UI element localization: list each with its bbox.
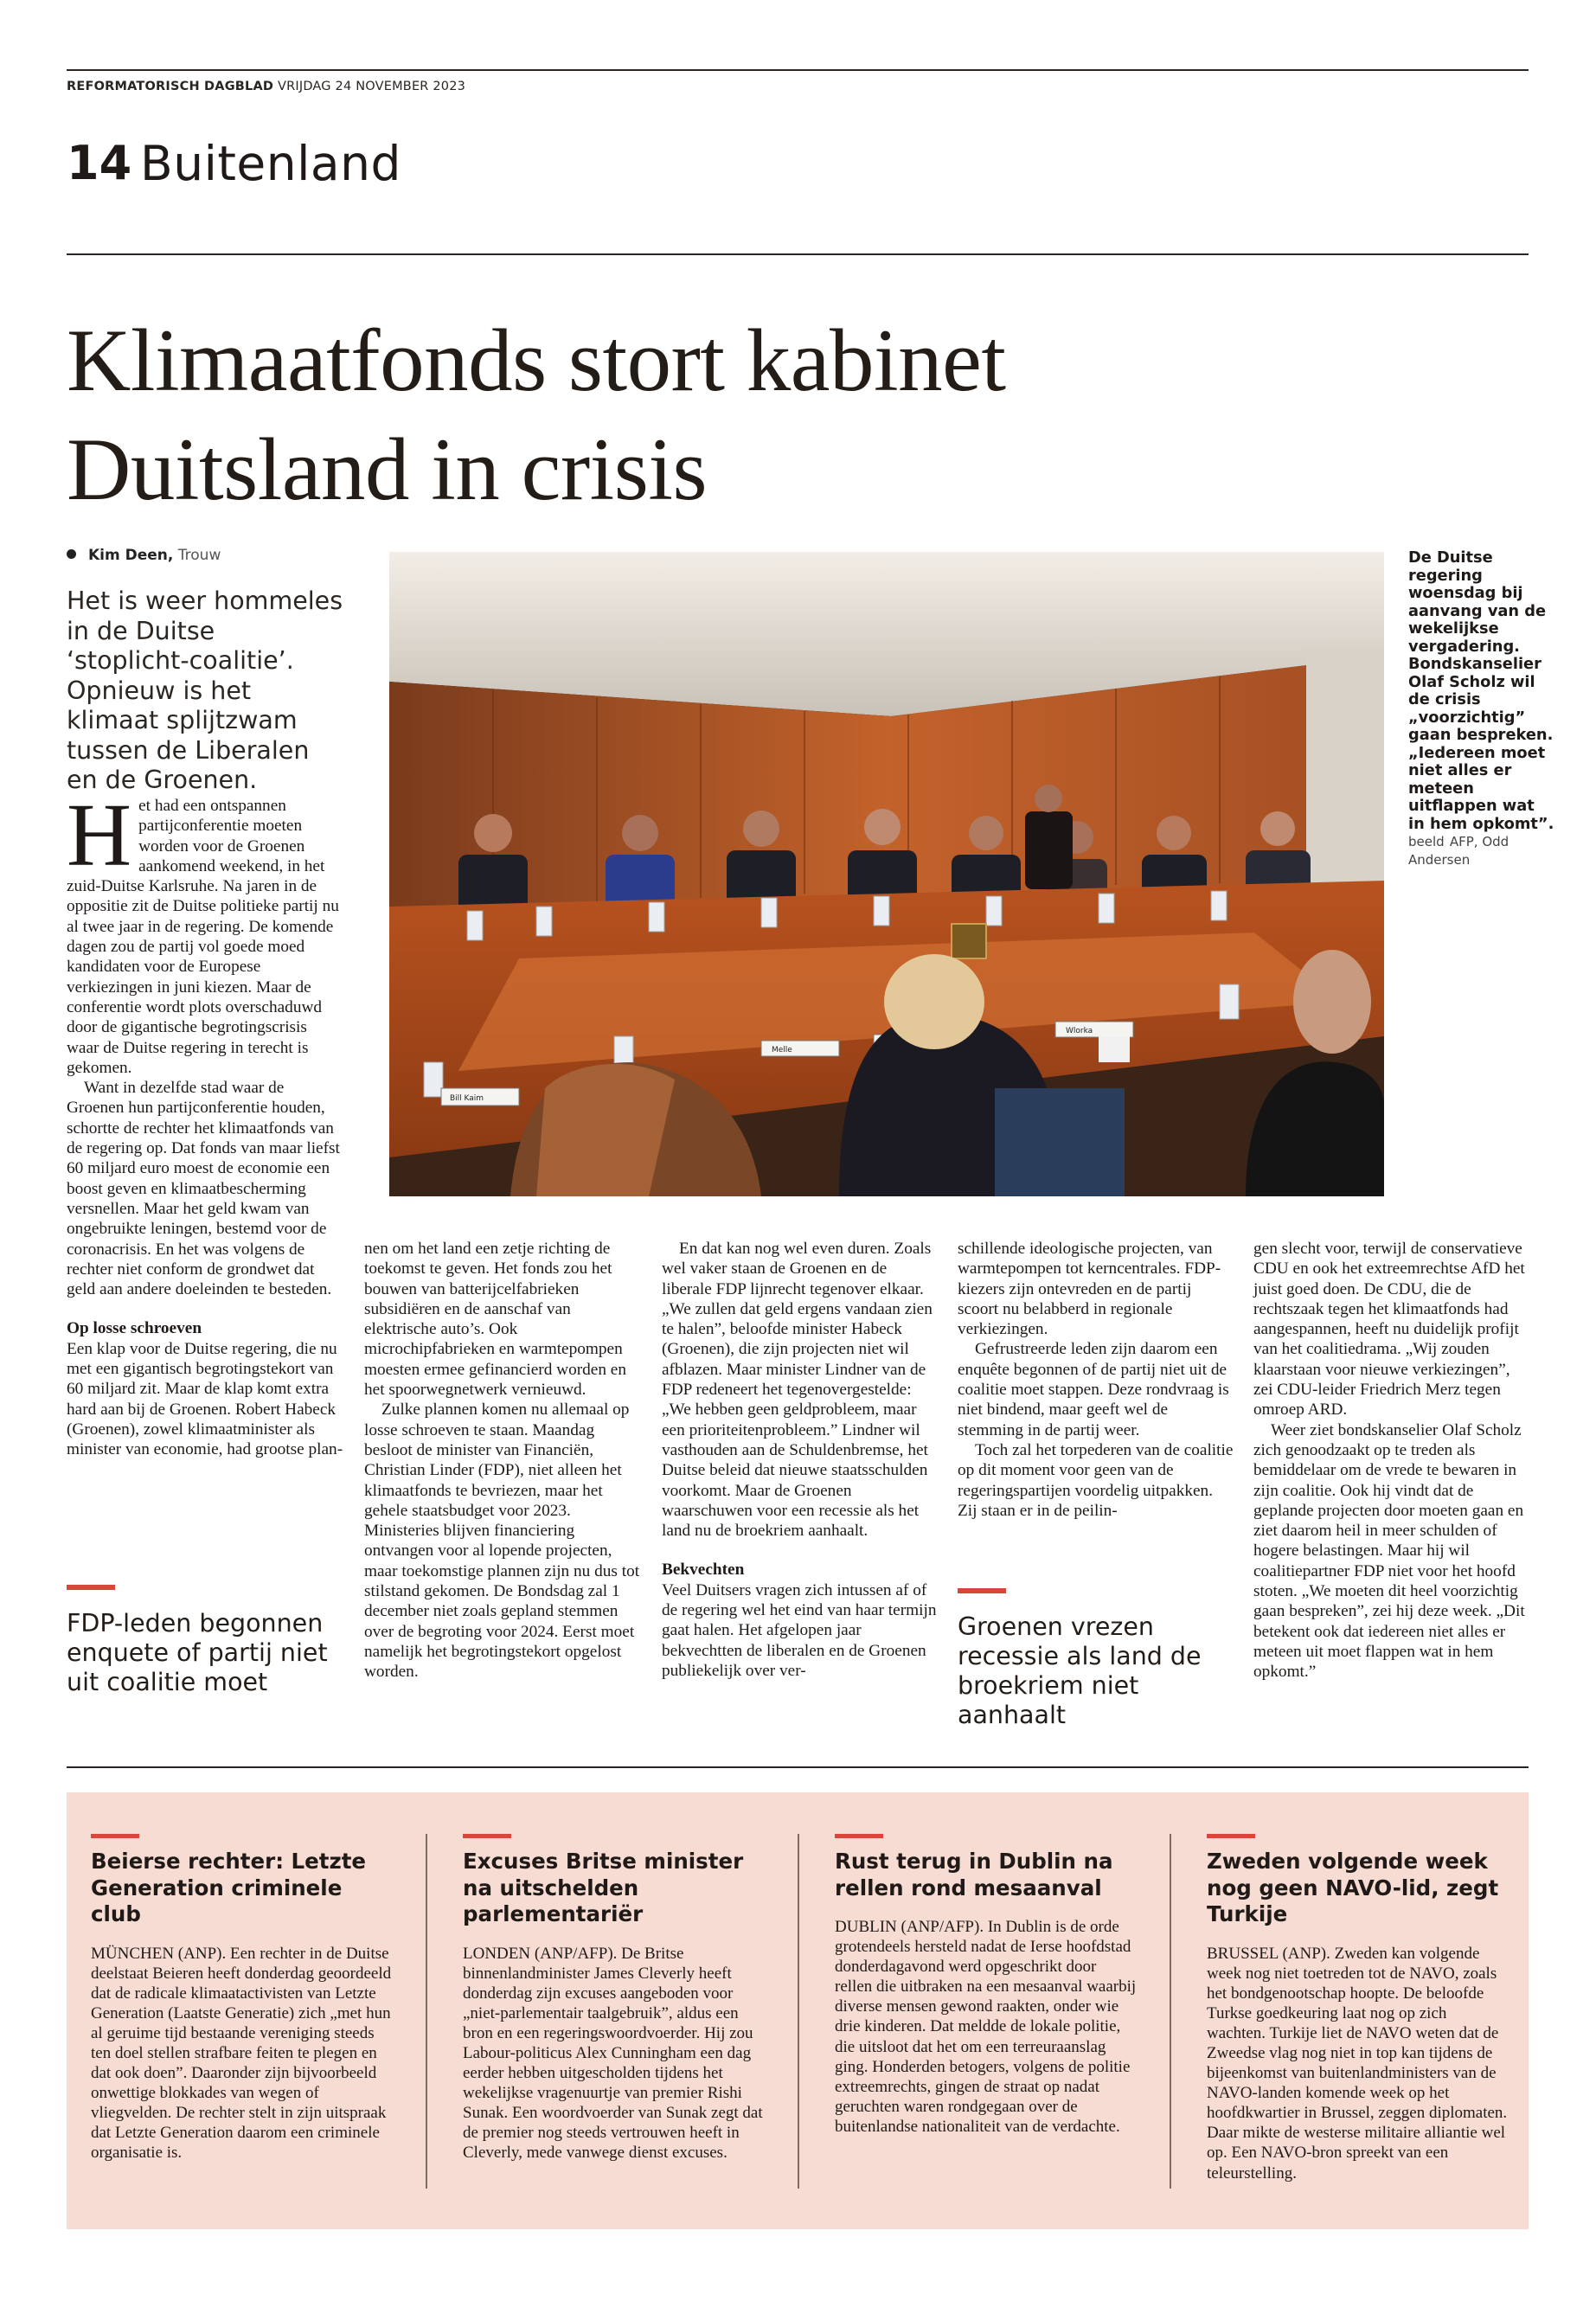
article-column-1: [67, 785, 343, 1460]
headline-line-2: Duitsland in crisis: [67, 420, 708, 519]
brief-title: Beierse rechter: Letzte Generation criminele club: [91, 1849, 367, 1926]
placard-1: Bill Kaim: [450, 1094, 484, 1103]
article-paragraph: Want in dezelfde stad waar de Groenen hun partijconferentie houden, schortte de rechter het klimaatfonds van de regering op. Dat fonds van maar liefst 60 miljard euro moest de economie een boost geven en klimaatbescherming versnellen. Maar het geld kwam van ongebruikte leningen, bestemd voor de coronacrisis. En het was volgens de rechter niet conform de grondwet dat geld aan andere doeleinden te besteden.: [67, 1079, 340, 1299]
cabinet-meeting-illustration: [389, 552, 1384, 1196]
drop-cap: H: [67, 785, 132, 885]
pull-quote-fdp: FDP-leden begonnen enquete of partij niet uit coalitie moet: [67, 1609, 328, 1696]
article-paragraph: gen slecht voor, terwijl de conservatieve CDU en ook het extreemrechtse AfD het juist goed doen. De CDU, die de rechtszaak tegen het klimaatfonds had aangespannen, heeft nu duidelijk profijt van het coalitiedrama. „Wij zouden klaarstaan voor nieuwe verkiezingen”, zei CDU-leider Friedrich Merz tegen omroep ARD.: [1253, 1240, 1525, 1420]
brief-accent-bar: [1207, 1834, 1255, 1838]
news-brief: [463, 1834, 766, 2163]
brief-accent-bar: [835, 1834, 883, 1838]
article-column-2: [364, 1239, 641, 1682]
brief-text: MÜNCHEN (ANP). Een rechter in de Duitse deelstaat Beieren heeft donderdag geoordeeld dat de radicale klimaatactivisten van Letzte Generation (Laatste Generatie) zich „met hun al geruime tijd bestaande vereniging steeds ten doel stellen strafbare feiten te plegen en dat ook doen”. Daaronder zijn bijvoorbeeld onwettige blokkades van wegen of vliegvelden. De rechter stelt in zijn uitspraak dat Letzte Generation daarom een criminele organisatie is.: [91, 1944, 392, 2163]
article-paragraph: et had een ontspannen partijconferentie moeten worden voor de Groenen aankomend weekend, in het zuid-Duitse Karlsruhe. Na jaren in de oppositie zit de Duitse politieke partij nu al twee jaar in de regering. De komende dagen zou de partij vol goede moed kandidaten voor de Europese verkiezingen in juni kiezen. Maar de conferentie wordt plots overschaduwd door de gigantische begrotingscrisis waar de Duitse regering in terecht is gekomen.: [67, 797, 339, 1077]
news-brief: [91, 1834, 394, 2163]
quote-accent-bar: [67, 1585, 115, 1590]
section-title: Buitenland: [140, 136, 401, 191]
newspaper-name: REFORMATORISCH DAGBLAD: [67, 80, 274, 93]
brief-text: DUBLIN (ANP/AFP). In Dublin is de orde grotendeels hersteld nadat de Ierse hoofdstad donderdagavond werd opgeschrikt door rellen die uitbraken na een mesaanval waarbij diverse mensen gewond raakten, onder wie drie kinderen. Dat meldde de lokale politie, die uitsloot dat het om een terreuraanslag ging. Honderden betogers, volgens de politie extreemrechts, gingen de straat op nadat geruchten waren rondgegaan over de buitenlandse nationaliteit van de verdachte.: [835, 1918, 1137, 2136]
article-paragraph: Toch zal het torpederen van de coalitie op dit moment voor geen van de regeringspartijen voordelig uitpakken. Zij staan er in de peilin-: [958, 1440, 1234, 1520]
top-rule: [67, 69, 1529, 71]
article-paragraph: Gefrustreerde leden zijn daarom een enquête begonnen of de partij niet uit de coalitie moet stappen. Deze rondvraag is niet bindend, maar geeft wel de stemming in de partij weer.: [958, 1340, 1229, 1439]
publication-name: Trouw: [177, 547, 221, 564]
subheading-bekvechten: Bekvechten: [662, 1561, 745, 1580]
article-paragraph: Een klap voor de Duitse regering, die nu met een gigantisch begrotingstekort van 60 miljard zit. Maar de klap komt extra hard aan bij de Groenen. Robert Habeck (Groenen), zowel klimaatminister als minister van economie, had grootse plan-: [67, 1339, 343, 1459]
bottom-rule: [67, 1766, 1529, 1768]
article-paragraph: Weer ziet bondskanselier Olaf Scholz zich genoodzaakt op te treden als bemiddelaar om de vrede te bewaren in zijn coalitie. Ook hij vindt dat de geplande projecten door moeten gaan en ziet daarom heil in meer schulden of hogere belastingen. Maar hij wil coalitiepartner FDP niet voor het hoofd stoten. „We moeten dit heel voorzichtig gaan bespreken”, zei hij deze week. „Dit betekent ook dat iedereen niet alles er meteen uit moet flappen wat in hem opkomt.”: [1253, 1420, 1525, 1682]
placard-2: Melle: [772, 1046, 792, 1054]
headline-line-1: Klimaatfonds stort kabinet: [67, 311, 1006, 410]
subheading-op-losse-schroeven: Op losse schroeven: [67, 1319, 202, 1338]
caption-text: De Duitse regering woensdag bij aanvang van de wekelijkse vergadering. Bondskanselier Olaf Scholz wil de crisis „voorzichtig” gaan bespreken. „Iedereen moet niet alles er meteen uitflappen wat in hem opkomt”.: [1408, 548, 1554, 833]
brief-divider: [426, 1834, 427, 2189]
article-column-5: [1253, 1239, 1530, 1682]
bullet-icon: [67, 549, 76, 559]
headline: [67, 306, 1364, 524]
cabinet-meeting-photo: [389, 552, 1384, 1196]
quote-accent-bar: [958, 1588, 1006, 1593]
article-paragraph: Veel Duitsers vragen zich intussen af of de regering wel het eind van haar termijn gaat halen. Het afgelopen jaar bekvechtten de liberalen en de Groenen publiekelijk over ver-: [662, 1580, 937, 1680]
article-column-3: [662, 1239, 939, 1681]
article-paragraph: Zulke plannen komen nu allemaal op losse schroeven te staan. Maandag besloot de minister van Financiën, Christian Linder (FDP), niet alleen het klimaatfonds te bevriezen, maar het gehele staatsbudget voor 2023. Ministeries blijven financiering ontvangen voor al lopende projecten, maar toekomstige plannen zijn nu dus tot stilstand gekomen. De Bondsdag zal 1 december niet zoals gepland stemmen over de begroting voor 2024. Eerst moet namelijk het begrotingstekort opgelost worden.: [364, 1400, 640, 1682]
placard-4: Wlorka: [1066, 1027, 1093, 1035]
brief-title: Zweden volgende week nog geen NAVO-lid, zegt Turkije: [1207, 1849, 1499, 1926]
brief-accent-bar: [91, 1834, 139, 1838]
photo-caption: [1408, 549, 1555, 868]
caption-credit-label: beeld: [1408, 834, 1445, 849]
intro-lead: Het is weer hommeles in de Duitse ‘stoplicht-coalitie’. Opnieuw is het klimaat splijtzwam tussen de Liberalen en de Groenen.: [67, 586, 343, 794]
pull-quote-groenen: Groenen vrezen recessie als land de broekriem niet aanhaalt: [958, 1612, 1202, 1729]
brief-divider: [798, 1834, 799, 2189]
section-rule: [67, 253, 1529, 255]
article-paragraph: nen om het land een zetje richting de toekomst te geven. Het fonds zou het bouwen van batterijcelfabrieken subsidiëren en de aanschaf van elektrische auto’s. Ook microchipfabrieken en warmtepompen moesten ermee gefinancierd worden en het spoorwegnetwerk vernieuwd.: [364, 1240, 627, 1400]
news-brief: [835, 1834, 1138, 2137]
brief-title: Rust terug in Dublin na rellen rond mesaanval: [835, 1849, 1113, 1900]
brief-text: BRUSSEL (ANP). Zweden kan volgende week nog niet toetreden tot de NAVO, zoals het bondgenootschap hoopte. De beloofde Turkse goedkeuring laat nog op zich wachten. Turkije liet de NAVO weten dat de Zweedse vlag nog niet in top kan tijdens de bijeenkomst van buitenlandministers van de NAVO-landen komende week op het hoofdkwartier in Brussel, zeggen diplomaten. Daar mikte de westerse militaire alliantie wel op. Een NAVO-bron spreekt van een teleurstelling.: [1207, 1944, 1508, 2182]
masthead: [67, 80, 465, 93]
issue-date: VRIJDAG 24 NOVEMBER 2023: [277, 80, 466, 93]
news-brief: [1207, 1834, 1509, 2183]
brief-accent-bar: [463, 1834, 511, 1838]
author-name: Kim Deen,: [88, 547, 174, 564]
article-paragraph: En dat kan nog wel even duren. Zoals wel vaker staan de Groenen en de liberale FDP lijnrecht tegenover elkaar. „We zullen dat geld ergens vandaan zien te halen”, beloofde minister Habeck (Groenen), die zijn projecten niet wil afblazen. Maar minister Lindner van de FDP redeneert het tegenovergestelde: „We hebben geen geldprobleem, maar een prioriteitenprobleem.” Lindner wil vasthouden aan de Schuldenbremse, het Duitse beleid dat nieuwe staatsschulden voorkomt. Maar de Groenen waarschuwen voor een recessie als het land nu de broekriem aanhaalt.: [662, 1240, 933, 1541]
brief-divider: [1170, 1834, 1171, 2189]
page-number: 14: [67, 136, 132, 190]
article-paragraph: schillende ideologische projecten, van warmtepompen tot kerncentrales. FDP-kiezers zijn ontevreden en de partij scoort nu belabberd in regionale verkiezingen.: [958, 1240, 1221, 1339]
byline: [67, 547, 221, 564]
brief-title: Excuses Britse minister na uitschelden parlementariër: [463, 1849, 744, 1926]
article-column-4: [958, 1239, 1234, 1521]
caption-credit: AFP, Odd Andersen: [1408, 834, 1509, 868]
brief-text: LONDEN (ANP/AFP). De Britse binnenlandminister James Cleverly heeft donderdag zijn excuses aangeboden voor „niet-parlementair taalgebruik”, aldus een bron en een regeringswoordvoerder. Hij zou Labour-politicus Alex Cunningham een dag eerder hebben uitgescholden tijdens het wekelijkse vragenuurtje van premier Rishi Sunak. Een woordvoerder van Sunak zegt dat de premier nog steeds vertrouwen heeft in Cleverly, mede vanwege dienst excuses.: [463, 1944, 763, 2163]
